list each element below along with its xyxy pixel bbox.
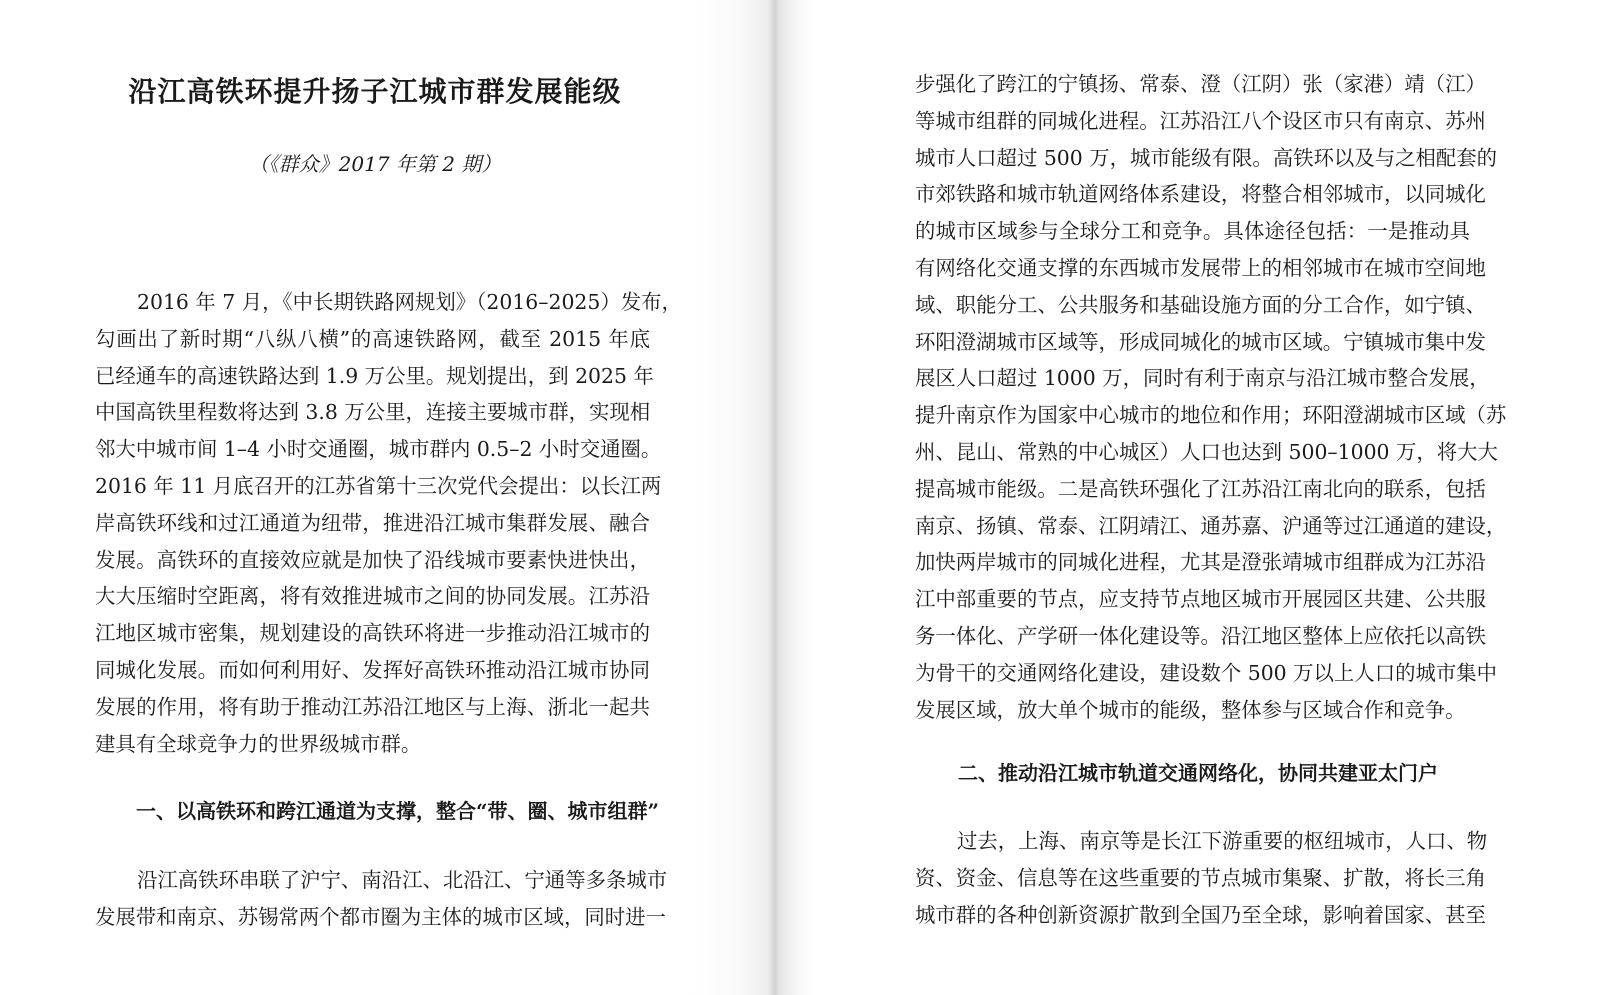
text-line: 展区人口超过 1000 万，同时有利于南京与沿江城市整合发展， xyxy=(915,366,1490,391)
text-line: 提高城市能级。二是高铁环强化了江苏沿江南北向的联系，包括 xyxy=(915,476,1486,501)
article-source: （《群众》2017 年第 2 期） xyxy=(248,152,502,176)
text-line: 发展带和南京、苏锡常两个都市圈为主体的城市区域，同时进一 xyxy=(95,904,666,929)
text-line: 加快两岸城市的同城化进程，尤其是澄张靖城市组群成为江苏沿 xyxy=(915,550,1486,575)
right-page xyxy=(798,0,1600,995)
left-paragraph-2 xyxy=(95,862,668,936)
text-line: 岸高铁环线和过江通道为纽带，推进沿江城市集群发展、融合 xyxy=(95,510,650,535)
text-line: 过去，上海、南京等是长江下游重要的枢纽城市，人口、物 xyxy=(957,829,1488,853)
text-line: 有网络化交通支撑的东西城市发展带上的相邻城市在城市空间地 xyxy=(915,255,1486,280)
text-line: 江地区城市密集，规划建设的高铁环将进一步推动沿江城市的 xyxy=(95,621,650,646)
text-line: 发展区域，放大单个城市的能级，整体参与区域合作和竞争。 xyxy=(915,697,1466,722)
text-line: 环阳澄湖城市区域等，形成同城化的城市区域。宁镇城市集中发 xyxy=(915,329,1486,354)
section-heading-2: 二、推动沿江城市轨道交通网络化，协同共建亚太门户 xyxy=(958,761,1438,785)
text-line: 发展。高铁环的直接效应就是加快了沿线城市要素快进快出， xyxy=(95,547,650,572)
text-line: 中国高铁里程数将达到 3.8 万公里，连接主要城市群，实现相 xyxy=(95,400,651,425)
text-line: 2016 年 11 月底召开的江苏省第十三次党代会提出：以长江两 xyxy=(95,473,662,498)
right-paragraph-2 xyxy=(915,823,1488,933)
text-line: 2016 年 7 月，《中长期铁路网规划》（2016–2025）发布， xyxy=(137,290,682,314)
text-line: 江中部重要的节点，应支持节点地区城市开展园区共建、公共服 xyxy=(915,587,1486,612)
text-line: 州、昆山、常熟的中心城区）人口也达到 500–1000 万，将大大 xyxy=(915,439,1498,464)
text-line: 步强化了跨江的宁镇扬、常泰、澄（江阴）张（家港）靖（江） xyxy=(915,72,1486,96)
text-line: 沿江高铁环串联了沪宁、南沿江、北沿江、宁通等多条城市 xyxy=(137,868,668,892)
text-line: 已经通车的高速铁路达到 1.9 万公里。规划提出，到 2025 年 xyxy=(95,363,654,388)
left-page xyxy=(0,0,782,995)
left-paragraph-1 xyxy=(95,284,682,762)
text-line: 同城化发展。而如何利用好、发挥好高铁环推动沿江城市协同 xyxy=(95,657,650,682)
text-line: 务一体化、产学研一体化建设等。沿江地区整体上应依托以高铁 xyxy=(915,623,1486,648)
text-line: 等城市组群的同城化进程。江苏沿江八个设区市只有南京、苏州 xyxy=(915,108,1486,133)
text-line: 南京、扬镇、常泰、江阴靖江、通苏嘉、沪通等过江通道的建设， xyxy=(915,513,1507,538)
text-line: 的城市区域参与全球分工和竞争。具体途径包括：一是推动具 xyxy=(915,219,1470,244)
right-paragraph-1 xyxy=(915,66,1507,728)
book-gutter-shadow xyxy=(690,0,815,995)
text-line: 城市人口超过 500 万，城市能级有限。高铁环以及与之相配套的 xyxy=(915,145,1498,170)
text-line: 建具有全球竞争力的世界级城市群。 xyxy=(95,731,422,756)
text-line: 资、资金、信息等在这些重要的节点城市集聚、扩散，将长三角 xyxy=(915,865,1486,890)
text-line: 发展的作用，将有助于推动江苏沿江地区与上海、浙北一起共 xyxy=(95,694,650,719)
text-line: 大大压缩时空距离，将有效推进城市之间的协同发展。江苏沿 xyxy=(95,584,650,609)
article-title: 沿江高铁环提升扬子江城市群发展能级 xyxy=(128,75,622,108)
text-line: 城市群的各种创新资源扩散到全国乃至全球，影响着国家、甚至 xyxy=(915,902,1486,927)
section-heading-1: 一、以高铁环和跨江通道为支撑，整合“带、圈、城市组群” xyxy=(136,799,660,823)
text-line: 域、职能分工、公共服务和基础设施方面的分工合作，如宁镇、 xyxy=(915,292,1486,317)
text-line: 市郊铁路和城市轨道网络体系建设，将整合相邻城市，以同城化 xyxy=(915,182,1486,207)
text-line: 提升南京作为国家中心城市的地位和作用；环阳澄湖城市区域（苏 xyxy=(915,403,1507,428)
text-line: 为骨干的交通网络化建设，建设数个 500 万以上人口的城市集中 xyxy=(915,660,1498,685)
text-line: 邻大中城市间 1–4 小时交通圈，城市群内 0.5–2 小时交通圈。 xyxy=(95,437,662,462)
text-line: 勾画出了新时期“八纵八横”的高速铁路网，截至 2015 年底 xyxy=(95,326,650,351)
